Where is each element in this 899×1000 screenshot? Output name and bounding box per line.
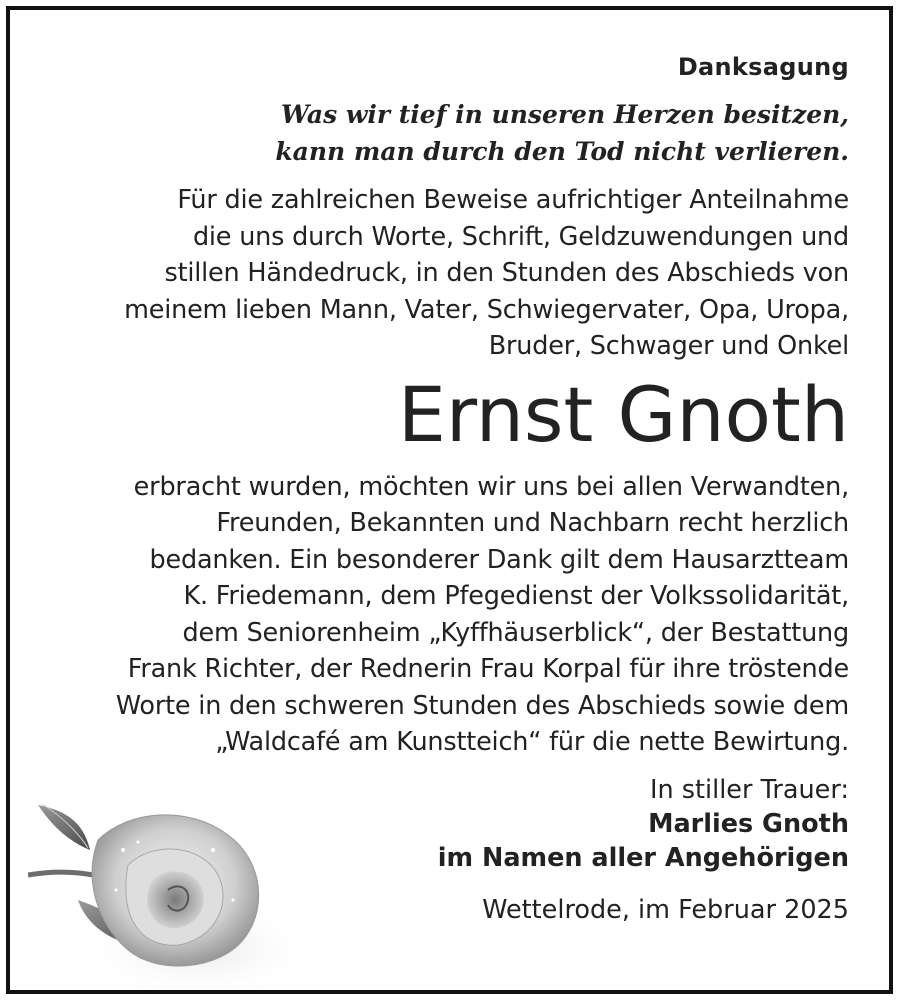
motto-line: Was wir tief in unseren Herzen besitzen,: [280, 100, 849, 129]
body-line: Frank Richter, der Rednerin Frau Korpal für ihre tröstende: [127, 654, 849, 684]
intro-line: Für die zahlreichen Beweise aufrichtiger Anteilnahme: [177, 185, 849, 215]
body-line: bedanken. Ein besonderer Dank gilt dem Hausarztteam: [149, 544, 849, 575]
body-line: dem Seniorenheim „Kyffhäuserblick“, der Bestattung: [182, 617, 849, 648]
intro-line: stillen Händedruck, in den Stunden des Abschieds von: [164, 258, 849, 288]
intro-line: die uns durch Worte, Schrift, Geldzuwendungen und: [192, 221, 849, 252]
signer-family: im Namen aller Angehörigen: [437, 842, 849, 873]
body-line: K. Friedemann, dem Pfegedienst der Volkssolidarität,: [183, 581, 849, 611]
deceased-name: Ernst Gnoth: [397, 369, 849, 459]
motto-quote: [49, 96, 849, 170]
intro-line: Bruder, Schwager und Onkel: [488, 331, 849, 361]
motto-line: kann man durch den Tod nicht verlieren.: [275, 137, 849, 166]
closing-intro: In stiller Trauer:: [649, 774, 849, 805]
obituary-notice: [6, 6, 893, 994]
place-date: Wettelrode, im Februar 2025: [482, 894, 849, 925]
body-line: Freunden, Bekannten und Nachbarn recht herzlich: [216, 508, 849, 538]
notice-text: [49, 50, 849, 927]
closing-block: [49, 773, 849, 875]
body-line: Worte in den schweren Stunden des Abschieds sowie dem: [115, 690, 849, 721]
intro-line: meinem lieben Mann, Vater, Schwiegervater, Opa, Uropa,: [124, 294, 849, 325]
body-paragraph: [49, 469, 849, 761]
signer-name: Marlies Gnoth: [648, 808, 849, 839]
intro-paragraph: [49, 182, 849, 365]
notice-heading: Danksagung: [677, 53, 849, 81]
body-line: erbracht wurden, möchten wir uns bei allen Verwandten,: [133, 471, 849, 502]
body-line: „Waldcafé am Kunstteich“ für die nette Bewirtung.: [215, 727, 849, 757]
